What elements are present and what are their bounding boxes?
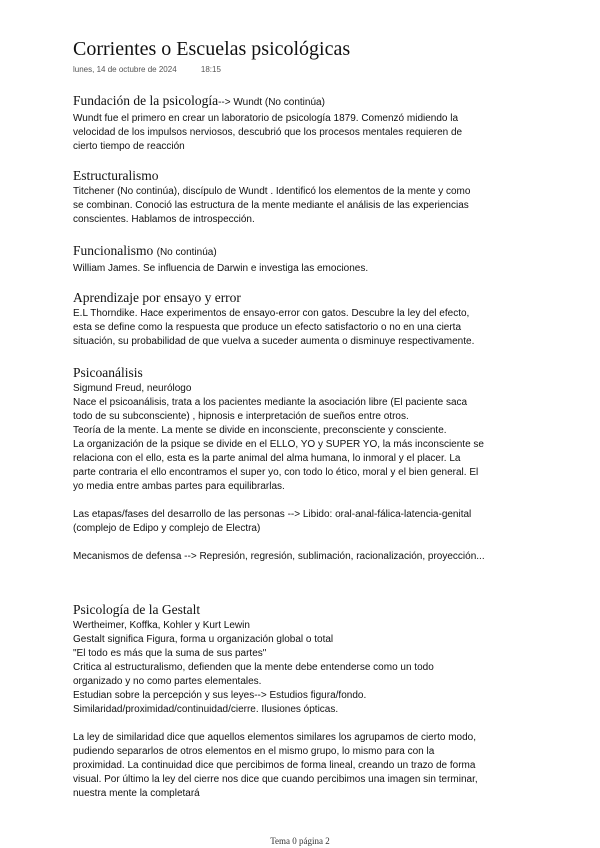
text-line: velocidad de los impulsos nerviosos, descubrió que los procesos mentales requieren de (73, 127, 463, 138)
text-line: relaciona con el ello, esta es la parte animal del alma humana, lo inmoral y el placer. La (73, 453, 461, 464)
heading-note: --> Wundt (No continúa) (218, 97, 325, 108)
section-heading: Estructuralismo (73, 168, 159, 183)
text-line: pudiendo separarlos de otros elementos en el mismo grupo, lo mismo para con la (73, 746, 435, 757)
section-funcionalismo (73, 242, 533, 276)
text-line: Wertheimer, Koffka, Kohler y Kurt Lewin (73, 620, 250, 631)
section-heading: Psicoanálisis (73, 365, 143, 380)
text-line: todo de su subconsciente) , hipnosis e interpretación de sueños entre otros. (73, 411, 409, 422)
section-psicoanalisis (73, 364, 533, 564)
page-footer: Tema 0 página 2 (270, 836, 330, 846)
text-line: Titchener (No continúa), discípulo de Wundt . Identificó los elementos de la mente y como (73, 186, 471, 197)
section-estructuralismo (73, 167, 533, 227)
text-line: esta se define como la respuesta que produce un efecto satisfactorio o no en una cierta (73, 322, 462, 333)
section-gestalt (73, 601, 533, 801)
text-line: cierto tiempo de reacción (73, 141, 185, 152)
text-line: Similaridad/proximidad/continuidad/cierre. Ilusiones ópticas. (73, 704, 339, 715)
text-line: Wundt fue el primero en crear un laboratorio de psicología 1879. Comenzó midiendo la (73, 113, 459, 124)
text-line: situación, su probabilidad de que vuelva a suceder aumenta o disminuye respectivamente. (73, 336, 475, 347)
text-line: conscientes. Hablamos de introspección. (73, 214, 255, 225)
text-line: Estudian sobre la percepción y sus leyes--> Estudios figura/fondo. (73, 690, 367, 701)
text-line: nuestra mente la completará (73, 788, 200, 799)
text-line: Gestalt significa Figura, forma u organización global o total (73, 634, 334, 645)
heading-note: (No continúa) (156, 247, 217, 258)
section-heading: Psicología de la Gestalt (73, 602, 201, 617)
heading-text: Funcionalismo (73, 243, 154, 258)
text-line: Critica al estructuralismo, defienden que la mente debe entenderse como un todo (73, 662, 434, 673)
section-heading (73, 242, 533, 262)
text-line: se combinan. Conoció las estructura de la mente mediante el análisis de las experiencias (73, 200, 469, 211)
section-ensayo-error (73, 289, 533, 349)
text-line: organizado y no como partes elementales. (73, 676, 262, 687)
page-date: lunes, 14 de octubre de 2024 (73, 65, 177, 74)
text-line: Nace el psicoanálisis, trata a los pacientes mediante la asociación libre (El paciente saca (73, 397, 468, 408)
page-title: Corrientes o Escuelas psicológicas (73, 38, 351, 60)
section-heading (73, 92, 533, 112)
text-line: parte contraria el ello encontramos el super yo, con todo lo ético, moral y el bien general. El (73, 467, 479, 478)
page-meta (73, 65, 221, 74)
section-wundt (73, 92, 533, 154)
text-line: visual. Por último la ley del cierre nos dice que cuando percibimos una imagen sin terminar, (73, 774, 478, 785)
text-line: La organización de la psique se divide en el ELLO, YO y SUPER YO, la más inconsciente se (73, 439, 484, 450)
text-line: proximidad. La continuidad dice que percibimos de forma lineal, creando un trazo de forma (73, 760, 476, 771)
text-line: Sigmund Freud, neurólogo (73, 383, 192, 394)
section-heading: Aprendizaje por ensayo y error (73, 290, 241, 305)
text-line: La ley de similaridad dice que aquellos elementos similares los agrupamos de cierto modo, (73, 732, 476, 743)
text-line: (complejo de Edipo y complejo de Electra) (73, 523, 261, 534)
text-line: William James. Se influencia de Darwin e investiga las emociones. (73, 263, 369, 274)
text-line: E.L Thorndike. Hace experimentos de ensayo-error con gatos. Descubre la ley del efecto, (73, 308, 470, 319)
page-time: 18:15 (200, 65, 221, 74)
heading-text: Fundación de la psicología (73, 93, 219, 108)
text-line: Mecanismos de defensa --> Represión, regresión, sublimación, racionalización, proyección... (73, 551, 485, 562)
text-line: yo media entre ambas partes para equilibrarlas. (73, 481, 285, 492)
text-line: Teoría de la mente. La mente se divide en inconsciente, preconsciente y consciente. (73, 425, 447, 436)
text-line: "El todo es más que la suma de sus partes" (73, 648, 267, 659)
text-line: Las etapas/fases del desarrollo de las personas --> Libido: oral-anal-fálica-latencia-genital (73, 509, 472, 520)
